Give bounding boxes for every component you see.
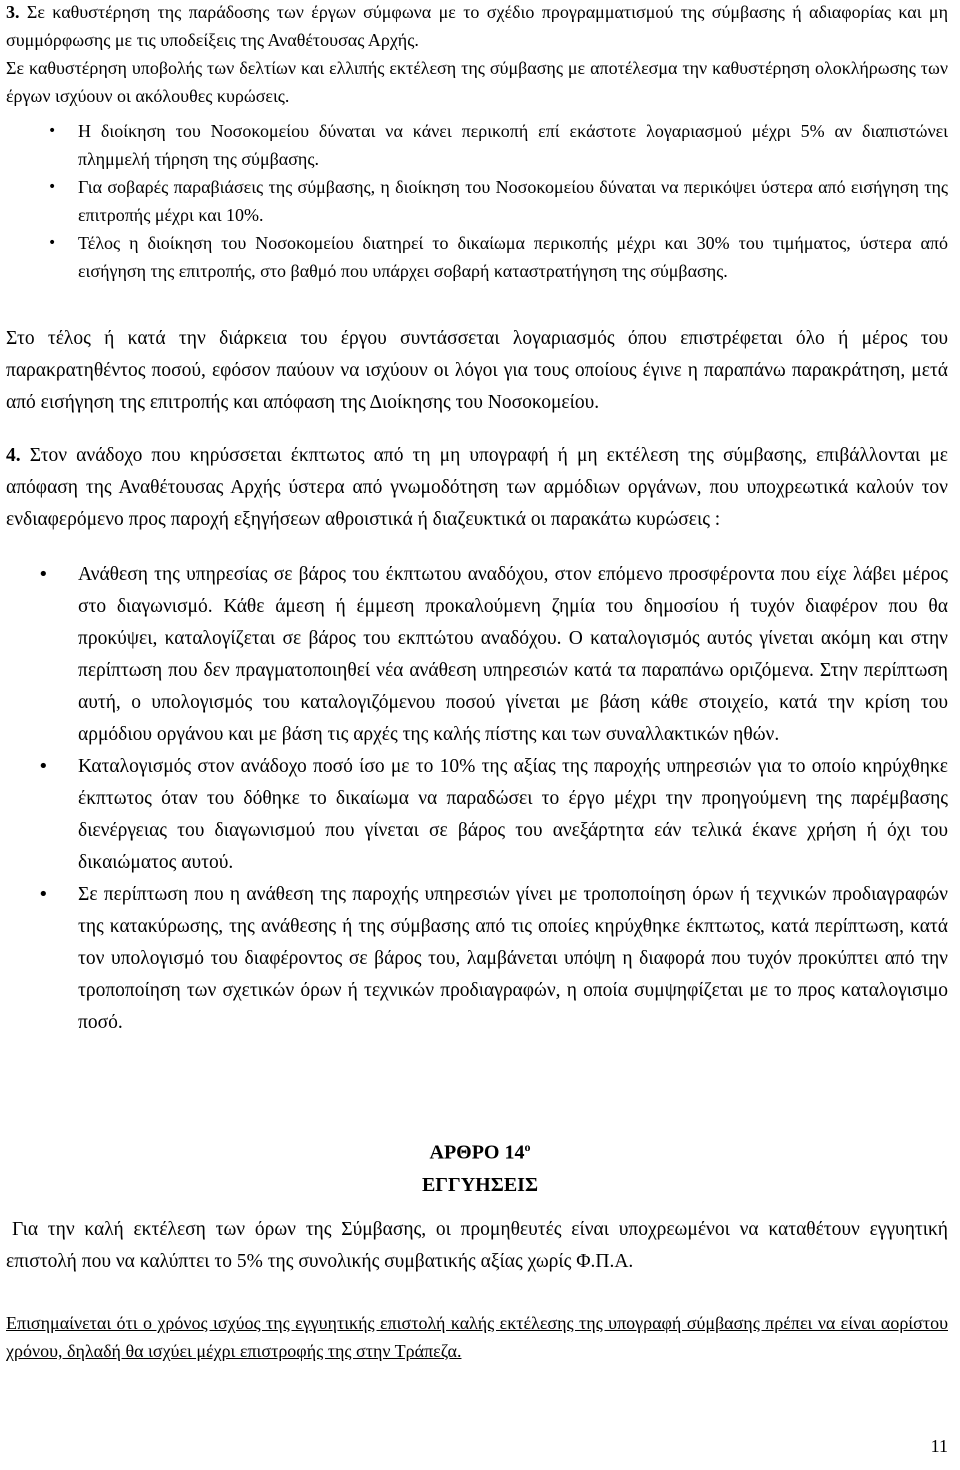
article-subtitle: ΕΓΓΥΗΣΕΙΣ [421,1174,539,1196]
list-item: • Για σοβαρές παραβιάσεις της σύμβασης, η διοίκηση του Νοσοκομείου δύναται να περικόψει ύστερα από εισήγηση της επιτροπής μέχρι και 10%. [48,173,948,229]
list-item: • Σε περίπτωση που η ανάθεση της παροχής υπηρεσιών γίνει με τροποποίηση όρων ή τεχνικών προδιαγραφών της κατακύρωσης, της ανάθεσης ή της σύμβασης από τις οποίες κηρύχθηκε έκπτωτος, κατά περίπτωση, κατά τον υπολογισμό του διαφέροντος σε βάρος του, λαμβάνεται υπόψη η διαφορά που τυχόν προκύπτει από την τροποποίηση των σχετικών όρων ή τεχνικών προδιαγραφών, η οποία συμψηφίζεται με το προς καταλογισιμο ποσό. [38,879,948,1039]
section-3-bullet-list [48,117,948,285]
section-3-number: 3. [6,2,20,22]
article-note: Επισημαίνεται ότι ο χρόνος ισχύος της εγγυητικής επιστολή καλής εκτέλεσης της υπογραφή σύμβασης πρέπει να είναι αορίστου χρόνου, δηλαδή θα ισχύει μέχρι επιστροφής της στην Τράπεζα. [6,1313,948,1361]
list-item: • Καταλογισμός στον ανάδοχο ποσό ίσο με το 10% της αξίας της παροχής υπηρεσιών για το οποίο κηρύχθηκε έκπτωτος όταν του δόθηκε το δικαίωμα να παραδώσει το έργο μέχρι την προηγούμενη της παρέμβασης διενέργειας του διαγωνισμού που γίνεται σε βάρος του ανεξάρτητα εάν τελικά έκανε χρήση ή όχι του δικαιώματος αυτού. [38,751,948,879]
section-4-bullet-list [38,559,948,1039]
section-4-number: 4. [6,445,21,466]
list-item: • Ανάθεση της υπηρεσίας σε βάρος του έκπτωτου αναδόχου, στον επόμενο προσφέροντα που είχε λάβει μέρος στο διαγωνισμό. Κάθε άμεση ή έμμεση προκαλούμενη ζημία του δημοσίου ή τυχόν διαφέρον που θα προκύψει, καταλογίζεται σε βάρος του εκπτώτου αναδόχου. Ο καταλογισμός αυτός γίνεται ακόμη και στην περίπτωση που δεν πραγματοποιηθεί νέα ανάθεση υπηρεσιών κατά τα παραπάνω οριζόμενα. Στην περίπτωση αυτή, ο υπολογισμός του καταλογιζόμενου ποσού γίνεται με βάση κάθε στοιχείο, κατά την κρίση του αρμόδιου οργάνου και με βάση τις αρχές της καλής πίστης και των συναλλακτικών ηθών. [38,559,948,751]
list-item: • Τέλος η διοίκηση του Νοσοκομείου διατηρεί το δικαίωμα περικοπής μέχρι και 30% του τιμήματος, ύστερα από εισήγηση της επιτροπής, στο βαθμό που υπάρχει σοβαρή καταστρατήγηση της σύμβασης. [48,229,948,285]
section-3-text-b: Σε καθυστέρηση υποβολής των δελτίων και ελλιπής εκτέλεση της σύμβασης με αποτέλεσμα την καθυστέρηση ολοκλήρωσης των έργων ισχύουν οι ακόλουθες κυρώσεις. [6,58,948,106]
section-4-paragraph [6,440,948,536]
list-item: • Η διοίκηση του Νοσοκομείου δύναται να κάνει περικοπή επί εκάστοτε λογαριασμού μέχρι 5% αν διαπιστώνει πλημμελή τήρηση της σύμβασης. [48,117,948,173]
article-title-superscript: ο [524,1140,531,1154]
page-number: 11 [930,1436,948,1456]
article-paragraph: Για την καλή εκτέλεση των όρων της Σύμβασης, οι προμηθευτές είναι υποχρεωμένοι να καταθέτουν εγγυητική επιστολή που να καλύπτει το 5% της συνολικής συμβατικής αξίας χωρίς Φ.Π.Α. [6,1219,948,1272]
section-4-text: Στον ανάδοχο που κηρύσσεται έκπτωτος από τη μη υπογραφή ή μη εκτέλεση της σύμβασης, επιβάλλονται με απόφαση της Αναθέτουσας Αρχής ύστερα από γνωμοδότηση των αρμόδιων οργάνων, που υποχρεωτικά καλούν τον ενδιαφερόμενο προς παροχή εξηγήσεων αθροιστικά ή διαζευκτικά οι παρακάτω κυρώσεις : [6,445,948,530]
article-title [0,1140,960,1165]
closing-paragraph: Στο τέλος ή κατά την διάρκεια του έργου συντάσσεται λογαριασμός όπου επιστρέφεται όλο ή μέρος του παρακρατηθέντος ποσού, εφόσον παύουν να ισχύουν οι λόγοι για τους οποίους έγινε η παραπάνω παρακράτηση, μετά από εισήγηση της επιτροπής και απόφαση της Διοίκησης του Νοσοκομείου. [6,328,948,413]
section-3-intro [6,0,948,54]
article-title-text: ΑΡΘΡΟ 14 [429,1141,525,1164]
section-3-text-a: Σε καθυστέρηση της παράδοσης των έργων σύμφωνα με το σχέδιο προγραμματισμού της σύμβασης ή αδιαφορίας και μη συμμόρφωσης με τις υποδείξεις της Αναθέτουσας Αρχής. [6,2,948,50]
